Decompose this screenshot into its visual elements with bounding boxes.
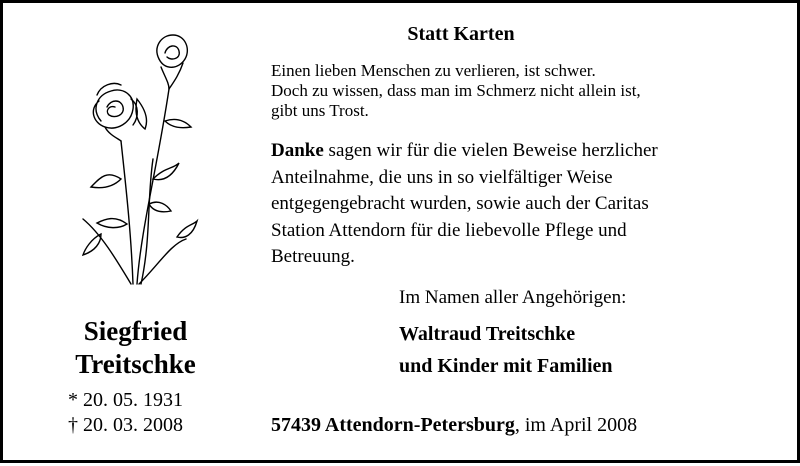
- thanks-line: Anteilnahme, die uns in so vielfältiger Weise: [271, 166, 613, 188]
- deceased-column: [3, 3, 268, 466]
- intro-line: Einen lieben Menschen zu verlieren, ist schwer.: [271, 61, 596, 80]
- intro-line: Doch zu wissen, dass man im Schmerz nicht allein ist,: [271, 81, 641, 100]
- signer-name: Waltraud Treitschke: [399, 323, 576, 345]
- death-date: † 20. 03. 2008: [68, 414, 183, 436]
- place-date: , im April 2008: [514, 414, 638, 436]
- notice-column: [271, 3, 791, 466]
- on-behalf-line: Im Namen aller Angehörigen:: [399, 287, 627, 308]
- signer-family: und Kinder mit Familien: [399, 355, 613, 377]
- place-name: 57439 Attendorn-Petersburg: [271, 414, 515, 436]
- thanks-text: [271, 138, 781, 271]
- thanks-line: Station Attendorn für die liebevolle Pflege und: [271, 219, 627, 241]
- intro-text: [271, 61, 781, 121]
- deceased-first-name: Siegfried: [83, 316, 188, 346]
- thanks-line: entgegengebracht wurden, sowie auch der Caritas: [271, 193, 649, 214]
- rose-icon: [61, 29, 201, 291]
- birth-date: * 20. 05. 1931: [68, 389, 183, 411]
- thanks-line-rest: sagen wir für die vielen Beweise herzlicher: [323, 140, 658, 161]
- intro-line: gibt uns Trost.: [271, 101, 369, 120]
- thanks-bold-word: Danke: [271, 140, 324, 161]
- deceased-last-name: Treitschke: [75, 349, 196, 379]
- thanks-line: Betreuung.: [271, 246, 355, 267]
- place-and-date: [271, 414, 781, 437]
- notice-heading: Statt Karten: [407, 23, 515, 45]
- thanks-line: [271, 138, 781, 165]
